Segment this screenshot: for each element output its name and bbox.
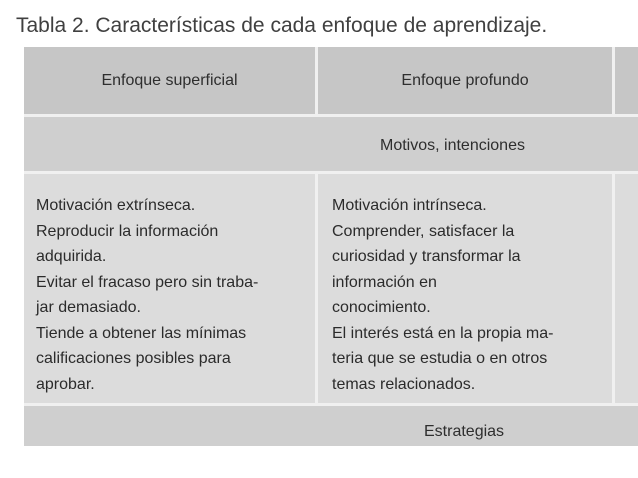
superficial-line: Evitar el fracaso pero sin traba- xyxy=(36,273,259,291)
column-divider xyxy=(612,174,615,403)
table-header-row xyxy=(24,47,638,114)
header-enfoque-profundo: Enfoque profundo xyxy=(401,71,529,89)
column-divider xyxy=(315,174,318,403)
profundo-line: información en xyxy=(332,273,437,291)
row-divider xyxy=(24,403,638,406)
superficial-line: jar demasiado. xyxy=(36,299,141,316)
superficial-line: Reproducir la información xyxy=(36,222,219,240)
row-divider xyxy=(24,114,638,117)
superficial-line: aprobar. xyxy=(36,375,95,393)
section-row-motives xyxy=(24,117,638,171)
row-divider xyxy=(24,171,638,174)
profundo-line: El interés está en la propia ma- xyxy=(332,324,554,342)
superficial-line: Tiende a obtener las mínimas xyxy=(36,324,247,342)
profundo-line: temas relacionados. xyxy=(332,375,476,393)
header-enfoque-superficial: Enfoque superficial xyxy=(101,71,238,89)
table-body-row xyxy=(24,174,638,403)
column-divider xyxy=(612,47,615,114)
superficial-line: calificaciones posibles para xyxy=(36,350,231,367)
superficial-line: Motivación extrínseca. xyxy=(36,197,196,214)
profundo-description xyxy=(332,193,622,397)
profundo-line: Motivación intrínseca. xyxy=(332,197,487,214)
superficial-line: adquirida. xyxy=(36,248,107,265)
learning-approaches-table xyxy=(24,47,638,440)
section-label-motives: Motivos, intenciones xyxy=(380,137,525,154)
column-divider xyxy=(315,47,318,114)
section-label-strategies: Estrategias xyxy=(424,423,505,440)
profundo-line: teria que se estudia o en otros xyxy=(332,350,548,367)
profundo-line: curiosidad y transformar la xyxy=(332,248,521,265)
table-caption: Tabla 2. Características de cada enfoque de aprendizaje. xyxy=(16,14,548,37)
profundo-line: Comprender, satisfacer la xyxy=(332,222,515,240)
superficial-description xyxy=(36,193,306,397)
profundo-line: conocimiento. xyxy=(332,299,431,316)
section-row-strategies xyxy=(24,406,638,446)
